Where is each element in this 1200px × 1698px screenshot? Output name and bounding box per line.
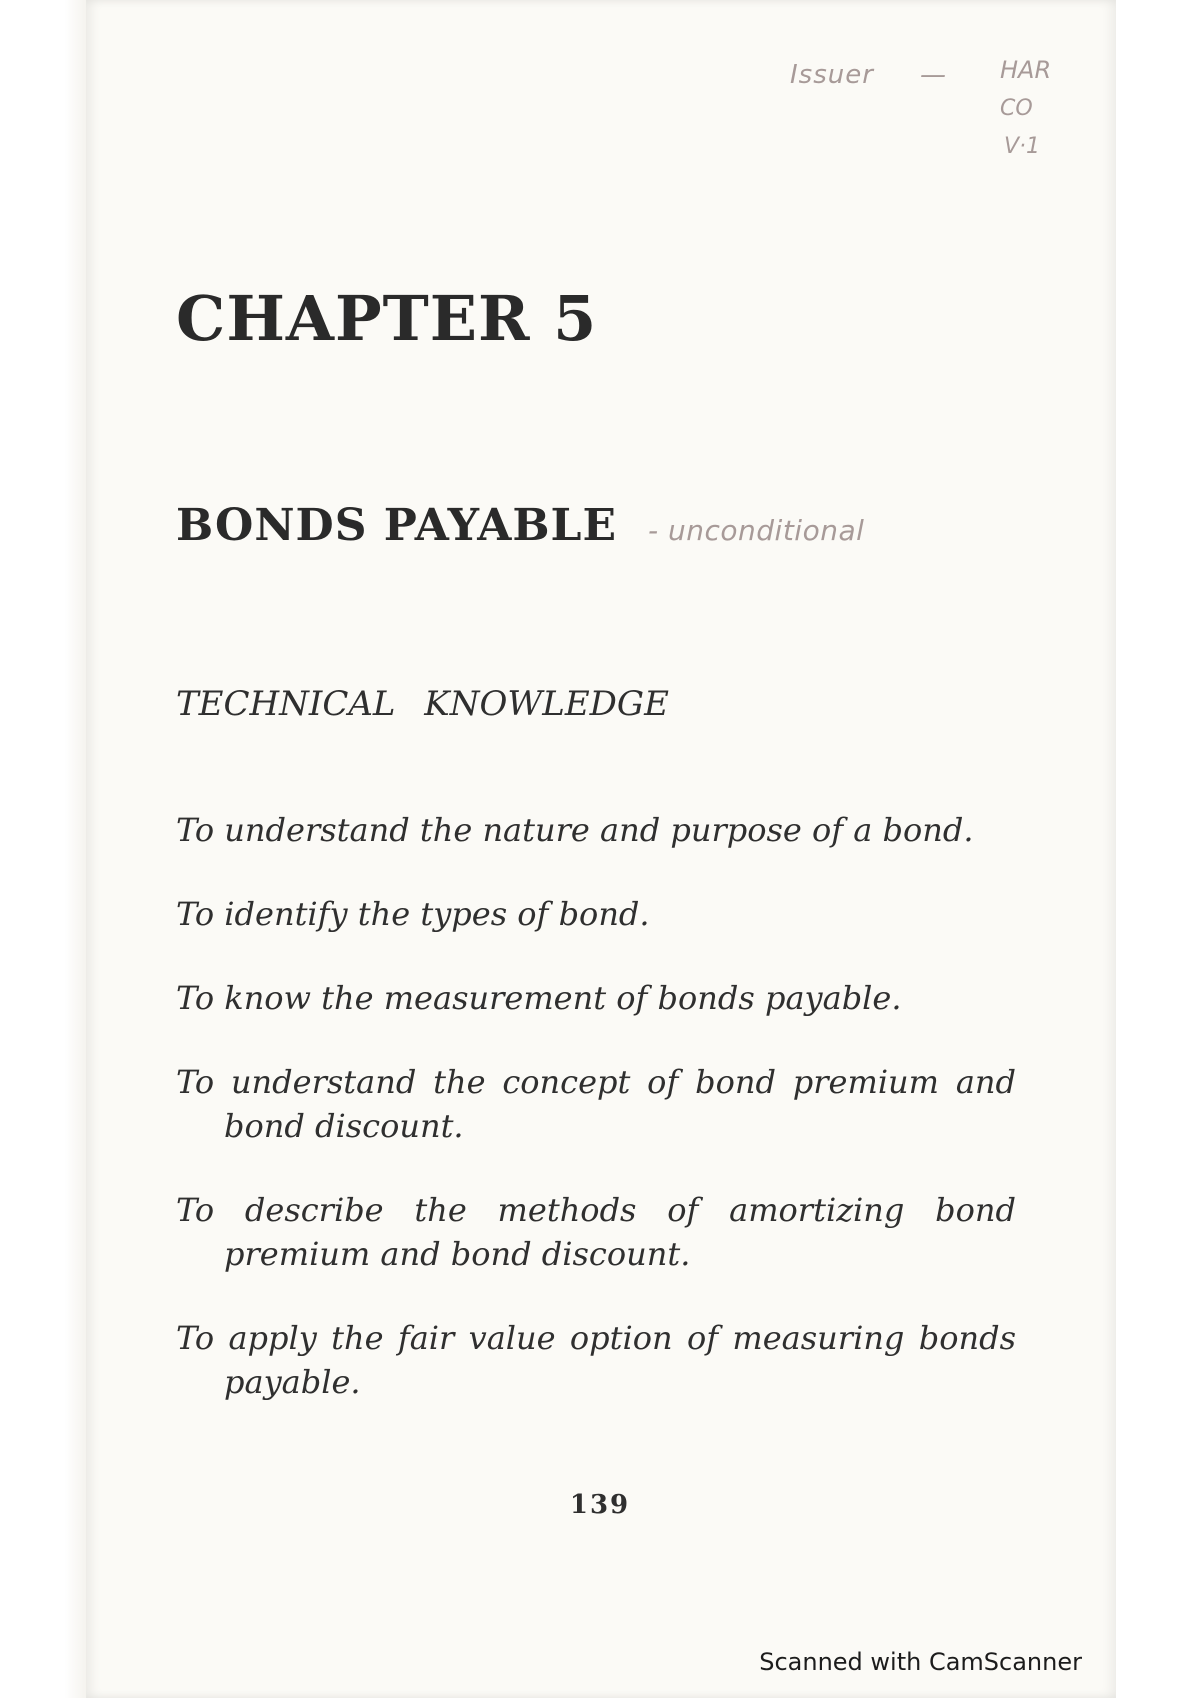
section-title: BONDS PAYABLE <box>176 500 618 551</box>
handwritten-note-unconditional: - unconditional <box>648 514 865 547</box>
objective-item: To describe the methods of amortizing bond premium and bond discount. <box>176 1191 1016 1273</box>
scan-background-right <box>1116 0 1200 1698</box>
handwritten-note-v1: V·1 <box>1004 134 1041 159</box>
handwritten-note-issuer: Issuer <box>790 60 874 90</box>
objective-item: To know the measurement of bonds payable. <box>176 979 902 1017</box>
chapter-title: CHAPTER 5 <box>176 282 598 355</box>
handwritten-note-har: HAR <box>1000 56 1052 84</box>
objective-item: To identify the types of bond. <box>176 895 650 933</box>
scan-background-left <box>0 0 92 1698</box>
learning-objectives-list <box>176 808 1016 1444</box>
handwritten-note-dash: — <box>920 60 946 90</box>
handwritten-note-co: CO <box>1000 96 1033 121</box>
objective-item: To understand the concept of bond premium and bond discount. <box>176 1063 1016 1145</box>
subsection-title: TECHNICAL KNOWLEDGE <box>176 684 669 724</box>
objective-item: To apply the fair value option of measuring bonds payable. <box>176 1319 1016 1401</box>
scanner-watermark: Scanned with CamScanner <box>759 1648 1082 1676</box>
objective-item: To understand the nature and purpose of a bond. <box>176 811 974 849</box>
page-number: 139 <box>569 1490 631 1520</box>
